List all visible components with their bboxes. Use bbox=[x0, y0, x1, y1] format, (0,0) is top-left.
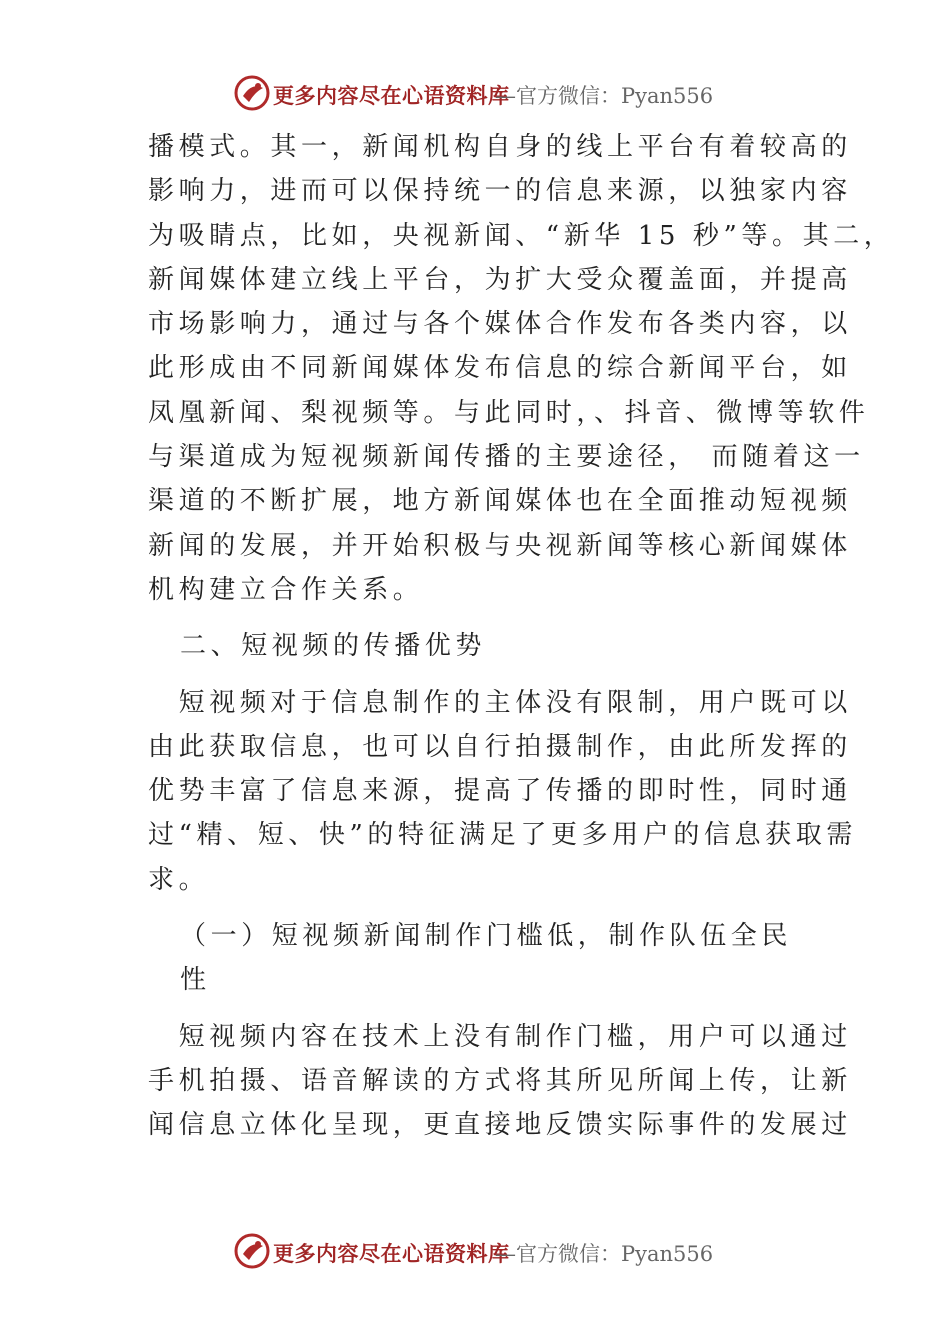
header-watermark bbox=[0, 72, 950, 116]
text-line: 短视频内容在技术上没有制作门槛，用户可以通过 bbox=[148, 1021, 852, 1052]
library-logo-icon bbox=[233, 1232, 271, 1270]
text-line: 过“精、短、快”的特征满足了更多用户的信息获取需 bbox=[148, 820, 857, 851]
watermark-wechat: —官方微信：Pyan556 bbox=[495, 1242, 714, 1266]
watermark-text: 更多内容尽在心语资料库 bbox=[273, 1241, 510, 1266]
text-line: 播模式。其一，新闻机构自身的线上平台有着较高的 bbox=[148, 132, 852, 162]
footer-watermark bbox=[0, 1230, 950, 1274]
text-line: 影响力，进而可以保持统一的信息来源，以独家内容 bbox=[148, 176, 852, 207]
text-line: 机构建立合作关系。 bbox=[148, 574, 424, 605]
text-line: 渠道的不断扩展，地方新闻媒体也在全面推动短视频 bbox=[148, 486, 852, 517]
text-line: 闻信息立体化呈现，更直接地反馈实际事件的发展过 bbox=[148, 1110, 852, 1141]
text-line: 手机拍摄、语音解读的方式将其所见所闻上传，让新 bbox=[148, 1065, 852, 1096]
text-line: 此形成由不同新闻媒体发布信息的综合新闻平台，如 bbox=[148, 353, 852, 384]
text-line: 为吸睛点，比如，央视新闻、“新华 15 秒”等。其二， bbox=[148, 220, 895, 251]
document-body bbox=[148, 125, 895, 1148]
text-line: 求。 bbox=[148, 864, 210, 895]
text-line: 由此获取信息，也可以自行拍摄制作，由此所发挥的 bbox=[148, 731, 852, 762]
text-line: 凤凰新闻、梨视频等。与此同时，、抖音、微博等软件 bbox=[148, 397, 870, 428]
text-line: 市场影响力，通过与各个媒体合作发布各类内容，以 bbox=[148, 309, 852, 340]
library-logo-icon bbox=[233, 74, 271, 112]
watermark-wechat: —官方微信：Pyan556 bbox=[495, 84, 714, 108]
subsection-heading: （一）短视频新闻制作门槛低，制作队伍全民性 bbox=[180, 921, 793, 996]
text-line: 短视频对于信息制作的主体没有限制，用户既可以 bbox=[148, 687, 852, 718]
paragraph-1 bbox=[148, 125, 895, 612]
text-line: 与渠道成为短视频新闻传播的主要途径， 而随着这一 bbox=[148, 442, 865, 473]
text-line: 新闻媒体建立线上平台，为扩大受众覆盖面，并提高 bbox=[148, 264, 852, 295]
watermark-text: 更多内容尽在心语资料库 bbox=[273, 83, 510, 108]
text-line: 优势丰富了信息来源，提高了传播的即时性，同时通 bbox=[148, 776, 852, 807]
paragraph-2 bbox=[148, 681, 857, 902]
section-heading: 二、短视频的传播优势 bbox=[180, 631, 487, 662]
paragraph-3 bbox=[148, 1015, 852, 1148]
text-line: 新闻的发展，并开始积极与央视新闻等核心新闻媒体 bbox=[148, 530, 852, 561]
